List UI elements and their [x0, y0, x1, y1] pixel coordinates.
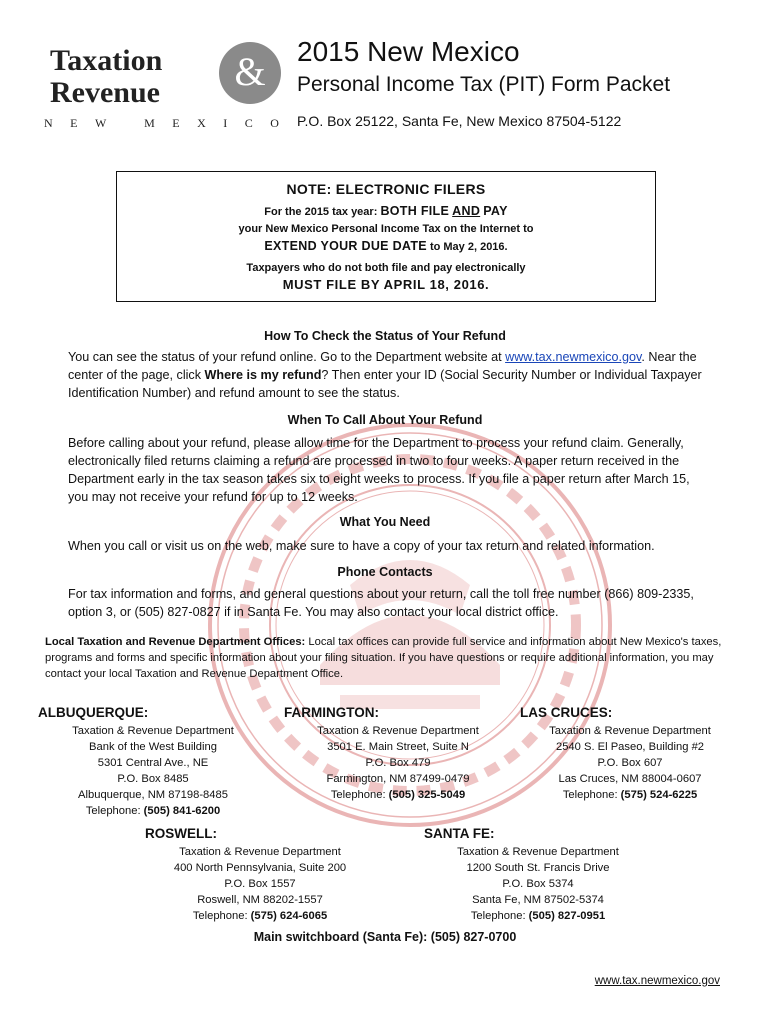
telephone-label: Telephone:	[192, 910, 248, 922]
address-line: 2540 S. El Paseo, Building #2	[555, 741, 705, 753]
telephone-line	[438, 908, 638, 924]
note-line-5: MUST FILE BY APRIL 18, 2016.	[282, 277, 490, 292]
office-roswell	[145, 826, 365, 924]
electronic-filers-note	[116, 171, 656, 302]
page-subtitle: Personal Income Tax (PIT) Form Packet	[297, 73, 671, 96]
address-line: P.O. Box 8485	[117, 773, 189, 785]
where-is-my-refund: Where is my refund	[204, 368, 322, 382]
note-both-file: BOTH FILE	[380, 204, 450, 218]
logo-state: NEW MEXICO	[44, 116, 297, 130]
address-line: 400 North Pennsylvania, Suite 200	[173, 862, 347, 874]
office-name: ALBUQUERQUE:	[38, 705, 149, 720]
phone-heading: Phone Contacts	[337, 565, 433, 579]
office-albuquerque	[38, 705, 258, 819]
office-address	[48, 723, 258, 819]
office-name: FARMINGTON:	[284, 705, 379, 720]
telephone-number: (505) 841-6200	[143, 805, 221, 817]
address-line: P.O. Box 607	[597, 757, 663, 769]
call-heading: When To Call About Your Refund	[287, 413, 483, 427]
address-line: Taxation & Revenue Department	[72, 725, 234, 737]
taxation-revenue-logo	[44, 40, 297, 135]
address-line: Albuquerque, NM 87198-8485	[78, 789, 228, 801]
office-address	[298, 723, 498, 803]
address-line: P.O. Box 1557	[224, 878, 296, 890]
telephone-number: (505) 325-5049	[388, 789, 466, 801]
page-title: 2015 New Mexico	[297, 36, 520, 67]
note-and: AND	[452, 204, 481, 218]
address-line: Santa Fe, NM 87502-5374	[472, 894, 604, 906]
office-address	[530, 723, 730, 803]
address-line: Taxation & Revenue Department	[457, 846, 619, 858]
main-switchboard: Main switchboard (Santa Fe): (505) 827-0700	[253, 930, 517, 944]
telephone-line	[530, 787, 730, 803]
status-text-2: Near the center of the page, click	[68, 350, 697, 382]
office-santa-fe	[424, 826, 638, 924]
note-title: NOTE: ELECTRONIC FILERS	[286, 181, 486, 197]
logo-ampersand: &	[219, 42, 281, 104]
address-line: Roswell, NM 88202-1557	[197, 894, 323, 906]
telephone-number: (575) 624-6065	[250, 910, 328, 922]
status-text-1: You can see the status of your refund online. Go to the Department website at	[68, 350, 502, 364]
footer-website-link[interactable]: www.tax.newmexico.gov	[594, 975, 720, 987]
office-name: ROSWELL:	[145, 826, 217, 841]
telephone-line	[298, 787, 498, 803]
address-line: P.O. Box 5374	[502, 878, 574, 890]
status-paragraph	[68, 348, 708, 402]
note-extend-due-date: EXTEND YOUR DUE DATE	[264, 239, 427, 253]
office-name: SANTA FE:	[424, 826, 495, 841]
note-line-4: Taxpayers who do not both file and pay electronically	[246, 262, 526, 274]
telephone-label: Telephone:	[470, 910, 526, 922]
note-pay: PAY	[483, 204, 508, 218]
status-text-3: ? Then enter your ID (Social Security Number or Individual Taxpayer Identification Number) and refund amount to see the status.	[68, 368, 702, 400]
address-line: Taxation & Revenue Department	[317, 725, 479, 737]
telephone-number: (505) 827-0951	[528, 910, 606, 922]
status-heading: How To Check the Status of Your Refund	[264, 329, 506, 343]
office-address	[155, 844, 365, 924]
office-name: LAS CRUCES:	[520, 705, 613, 720]
office-las-cruces	[520, 705, 730, 803]
local-offices-label: Local Taxation and Revenue Department Offices:	[45, 636, 306, 648]
address-line: Taxation & Revenue Department	[179, 846, 341, 858]
telephone-label: Telephone:	[562, 789, 618, 801]
note-line-1	[117, 203, 655, 221]
status-text-period: .	[641, 350, 645, 364]
address-line: 3501 E. Main Street, Suite N	[327, 741, 469, 753]
telephone-label: Telephone:	[330, 789, 386, 801]
telephone-line	[48, 803, 258, 819]
header-address: P.O. Box 25122, Santa Fe, New Mexico 87504-5122	[297, 113, 622, 129]
note-line-3	[117, 238, 655, 256]
address-line: P.O. Box 479	[365, 757, 431, 769]
telephone-number: (575) 524-6225	[620, 789, 698, 801]
telephone-line	[155, 908, 365, 924]
address-line: Farmington, NM 87499-0479	[326, 773, 470, 785]
address-line: Taxation & Revenue Department	[549, 725, 711, 737]
local-offices-paragraph	[45, 634, 725, 682]
note-line-2: your New Mexico Personal Income Tax on the Internet to	[238, 223, 534, 235]
website-link[interactable]: www.tax.newmexico.gov	[505, 350, 642, 364]
address-line: Las Cruces, NM 88004-0607	[558, 773, 702, 785]
telephone-label: Telephone:	[85, 805, 141, 817]
address-line: 1200 South St. Francis Drive	[466, 862, 610, 874]
need-heading: What You Need	[339, 515, 431, 529]
phone-paragraph: For tax information and forms, and general questions about your return, call the toll free number (866) 809-2335, option 3, or (505) 827-0827 if in Santa Fe. You may also contact your local district office.	[68, 587, 694, 619]
note-extend-rest: to May 2, 2016.	[429, 241, 508, 253]
office-farmington	[284, 705, 498, 803]
address-line: 5301 Central Ave., NE	[97, 757, 209, 769]
note-line-1-prefix: For the 2015 tax year:	[264, 206, 378, 218]
logo-line-1: Taxation	[50, 44, 163, 77]
office-address	[438, 844, 638, 924]
address-line: Bank of the West Building	[89, 741, 217, 753]
logo-line-2: Revenue	[50, 76, 160, 109]
call-paragraph: Before calling about your refund, please allow time for the Department to process your refund claim. Generally, electronically filed returns claiming a refund are processed in two to four weeks. A paper return received in the Department early in the tax season takes six to eight weeks to process. If you file a paper return after March 15, you may not receive your refund for up to 12 weeks.	[68, 436, 690, 504]
need-paragraph: When you call or visit us on the web, make sure to have a copy of your tax return and related information.	[68, 539, 655, 553]
local-offices-text: Local tax offices can provide full service and information about New Mexico's taxes, programs and forms and specific information about your filing situation. If you have questions or require additional information, you may contact your local Taxation and Revenue Department Office.	[45, 636, 722, 680]
